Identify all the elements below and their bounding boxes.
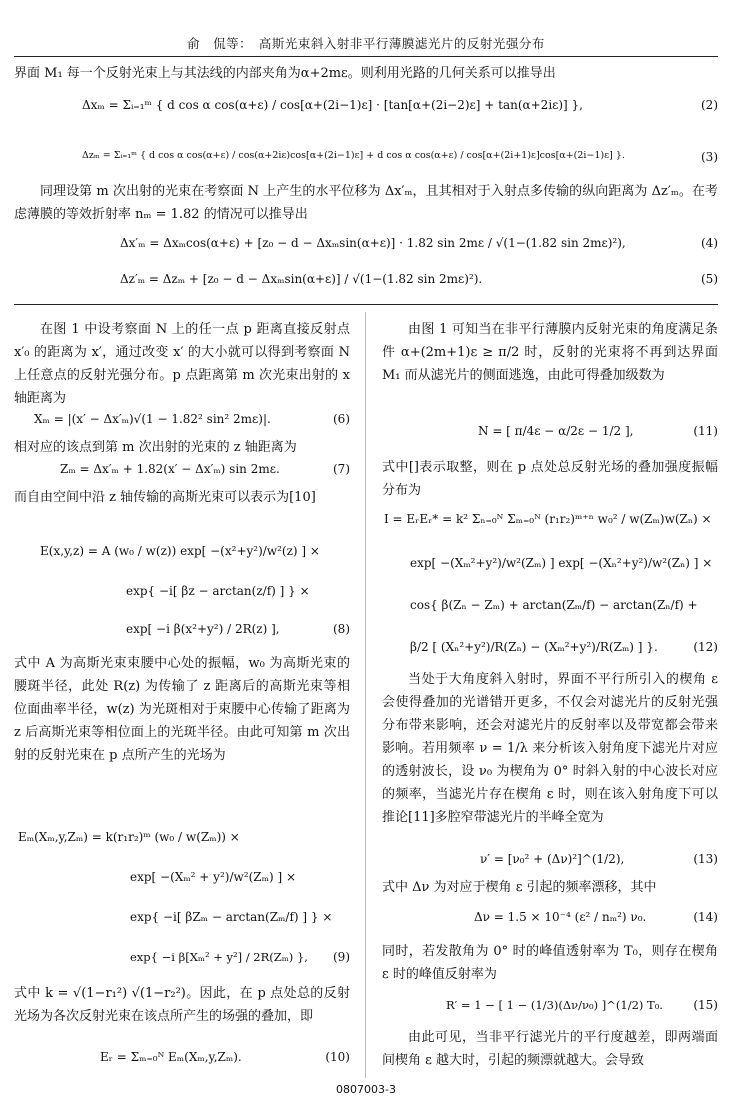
equation-12-line-4: β/2 [ (Xₙ²+y²)/R(Zₙ) − (Xₘ²+y²)/R(Zₘ) ] }. <box>410 640 658 654</box>
right-paragraph-4: 式中 Δν 为对应于楔角 ε 引起的频率漂移，其中 <box>382 880 657 895</box>
equation-7-number: (7) <box>333 462 350 476</box>
equation-9-line-3: exp{ −i[ βZₘ − arctan(Zₘ/f) ] } × <box>130 910 333 924</box>
equation-11-number: (11) <box>693 424 718 438</box>
equation-12-line-1: I = EᵣEᵣ* = k² Σₙ₌₀ᴺ Σₘ₌₀ᴺ (r₁r₂)ᵐ⁺ⁿ w₀² / w(Zₘ)w(Zₙ) × <box>384 512 712 526</box>
equation-13-number: (13) <box>693 852 718 866</box>
equation-5-number: (5) <box>701 272 718 286</box>
equation-8-line-3: exp[ −i β(x²+y²) / 2R(z) ], <box>126 622 280 636</box>
equation-3: Δzₘ = Σᵢ₌₁ᵐ { d cos α cos(α+ε) / cos(α+2iε)cos[α+(2i−1)ε] + d cos α cos(α+ε) / cos[α+(2i+1)ε]cos[α+(2i−1)ε] }. <box>82 150 625 161</box>
top-paragraph-2: 同理设第 m 次出射的光束在考察面 N 上产生的水平位移为 Δx′ₘ，且其相对于入射点多传输的纵向距离为 Δz′ₘ。在考虑薄膜的等效折射率 nₘ = 1.82 的情况可以推导出 <box>14 184 718 222</box>
right-paragraph-1: 由图 1 可知当在非平行薄膜内反射光束的角度满足条件 α+(2m+1)ε ≥ π/2 时，反射的光束将不再到达界面 M₁ 而从滤光片的侧面逃逸，由此可得叠加级数为 <box>382 322 718 383</box>
equation-15-number: (15) <box>693 998 718 1012</box>
equation-4: Δx′ₘ = Δxₘcos(α+ε) + [z₀ − d − Δxₘsin(α+ε)] · 1.82 sin 2mε / √(1−(1.82 sin 2mε)²), <box>120 236 626 250</box>
running-header: 俞 侃等： 高斯光束斜入射非平行薄膜滤光片的反射光强分布 <box>187 36 545 51</box>
page-number: 0807003-3 <box>336 1083 396 1096</box>
equation-8-line-1: E(x,y,z) = A (w₀ / w(z)) exp[ −(x²+y²)/w²(z) ] × <box>40 544 320 558</box>
equation-6: Xₘ = |(x′ − Δx′ₘ)√(1 − 1.82² sin² 2mε)|. <box>34 412 271 426</box>
equation-4-number: (4) <box>701 236 718 250</box>
equation-12-line-3: cos{ β(Zₙ − Zₘ) + arctan(Zₘ/f) − arctan(Zₙ/f) + <box>410 598 698 612</box>
column-gutter <box>365 312 366 1078</box>
equation-15: R′ = 1 − [ 1 − (1/3)(Δν/ν₀) ]^(1/2) T₀. <box>446 998 663 1012</box>
equation-9-number: (9) <box>333 950 350 964</box>
equation-9-line-2: exp[ −(Xₘ² + y²)/w²(Zₘ) ] × <box>130 870 297 884</box>
section-rule <box>14 304 718 305</box>
equation-2: Δxₘ = Σᵢ₌₁ᵐ { d cos α cos(α+ε) / cos[α+(2i−1)ε] · [tan[α+(2i−2)ε] + tan(α+2iε)] }, <box>82 98 583 112</box>
equation-13: ν′ = [ν₀² + (Δν)²]^(1/2), <box>480 852 625 866</box>
equation-6-number: (6) <box>333 412 350 426</box>
equation-14-number: (14) <box>693 910 718 924</box>
right-paragraph-6: 由此可见，当非平行滤光片的平行度越差，即两端面间楔角 ε 越大时，引起的频漂就越大。会导致 <box>382 1030 718 1068</box>
equation-10-number: (10) <box>325 1050 350 1064</box>
equation-8-number: (8) <box>333 622 350 636</box>
equation-2-number: (2) <box>701 98 718 112</box>
right-paragraph-5: 同时，若发散角为 0° 时的峰值透射率为 T₀，则存在楔角 ε 时的峰值反射率为 <box>382 944 718 982</box>
equation-14: Δν = 1.5 × 10⁻⁴ (ε² / nₘ²) ν₀. <box>474 910 647 924</box>
left-paragraph-4: 式中 A 为高斯光束束腰中心处的振幅，w₀ 为高斯光束的腰斑半径，此处 R(z) 为传输了 z 距离后的高斯光束等相位面曲率半径，w(z) 为光斑相对于束腰中心传输了距离为 z 后高斯光束等相位面上的光斑半径。由此可知第 m 次出射的反射光束在 p 点所产生的光场为 <box>14 656 350 763</box>
left-paragraph-3: 而自由空间中沿 z 轴传输的高斯光束可以表示为[10] <box>14 490 316 505</box>
right-paragraph-2: 式中[]表示取整，则在 p 点处总反射光场的叠加强度振幅分布为 <box>382 460 718 498</box>
equation-12-line-2: exp[ −(Xₘ²+y²)/w²(Zₘ) ] exp[ −(Xₙ²+y²)/w²(Zₙ) ] × <box>410 556 713 570</box>
top-paragraph-1: 界面 M₁ 每一个反射光束上与其法线的内部夹角为α+2mε。则利用光路的几何关系可以推导出 <box>14 66 556 81</box>
left-paragraph-2: 相对应的该点到第 m 次出射的光束的 z 轴距离为 <box>14 440 297 455</box>
equation-11: N = [ π/4ε − α/2ε − 1/2 ], <box>478 424 634 438</box>
equation-5: Δz′ₘ = Δzₘ + [z₀ − d − Δxₘsin(α+ε)] / √(1−(1.82 sin 2mε)²). <box>120 272 483 286</box>
equation-7: Zₘ = Δx′ₘ + 1.82(x′ − Δx′ₘ) sin 2mε. <box>60 462 280 476</box>
header-rule <box>14 56 718 57</box>
equation-9-line-1: Eₘ(Xₘ,y,Zₘ) = k(r₁r₂)ᵐ (w₀ / w(Zₘ)) × <box>18 830 240 844</box>
equation-12-number: (12) <box>693 640 718 654</box>
equation-3-number: (3) <box>701 150 718 164</box>
equation-10: Eᵣ = Σₘ₌₀ᴺ Eₘ(Xₘ,y,Zₘ). <box>100 1050 242 1064</box>
equation-8-line-2: exp{ −i[ βz − arctan(z/f) ] } × <box>126 584 310 598</box>
left-paragraph-1: 在图 1 中设考察面 N 上的任一点 p 距离直接反射点 x′₀ 的距离为 x′，通过改变 x′ 的大小就可以得到考察面 N 上任意点的反射光强分布。p 点距离第 m 次光束出射的 x 轴距离为 <box>14 322 350 406</box>
left-paragraph-5: 式中 k = √(1−r₁²) √(1−r₂²)。因此，在 p 点处总的反射光场为各次反射光束在该点所产生的场强的叠加，即 <box>14 986 350 1024</box>
right-paragraph-3: 当处于大角度斜入射时，界面不平行所引入的楔角 ε 会使得叠加的光谱错开更多，不仅会对滤光片的反射光强分布带来影响，还会对滤光片的反射率以及带宽都会带来影响。若用频率 ν = 1/λ 来分析该入射角度下滤光片对应的透射波长，设 ν₀ 为楔角为 0° 时斜入射的中心波长对应的频率，当滤光片存在楔角 ε 时，则在该入射角度下可以推论[11]多腔窄带滤光片的半峰全宽为 <box>382 672 718 825</box>
equation-9-line-4: exp{ −i β[Xₘ² + y²] / 2R(Zₘ) }, <box>130 950 308 964</box>
